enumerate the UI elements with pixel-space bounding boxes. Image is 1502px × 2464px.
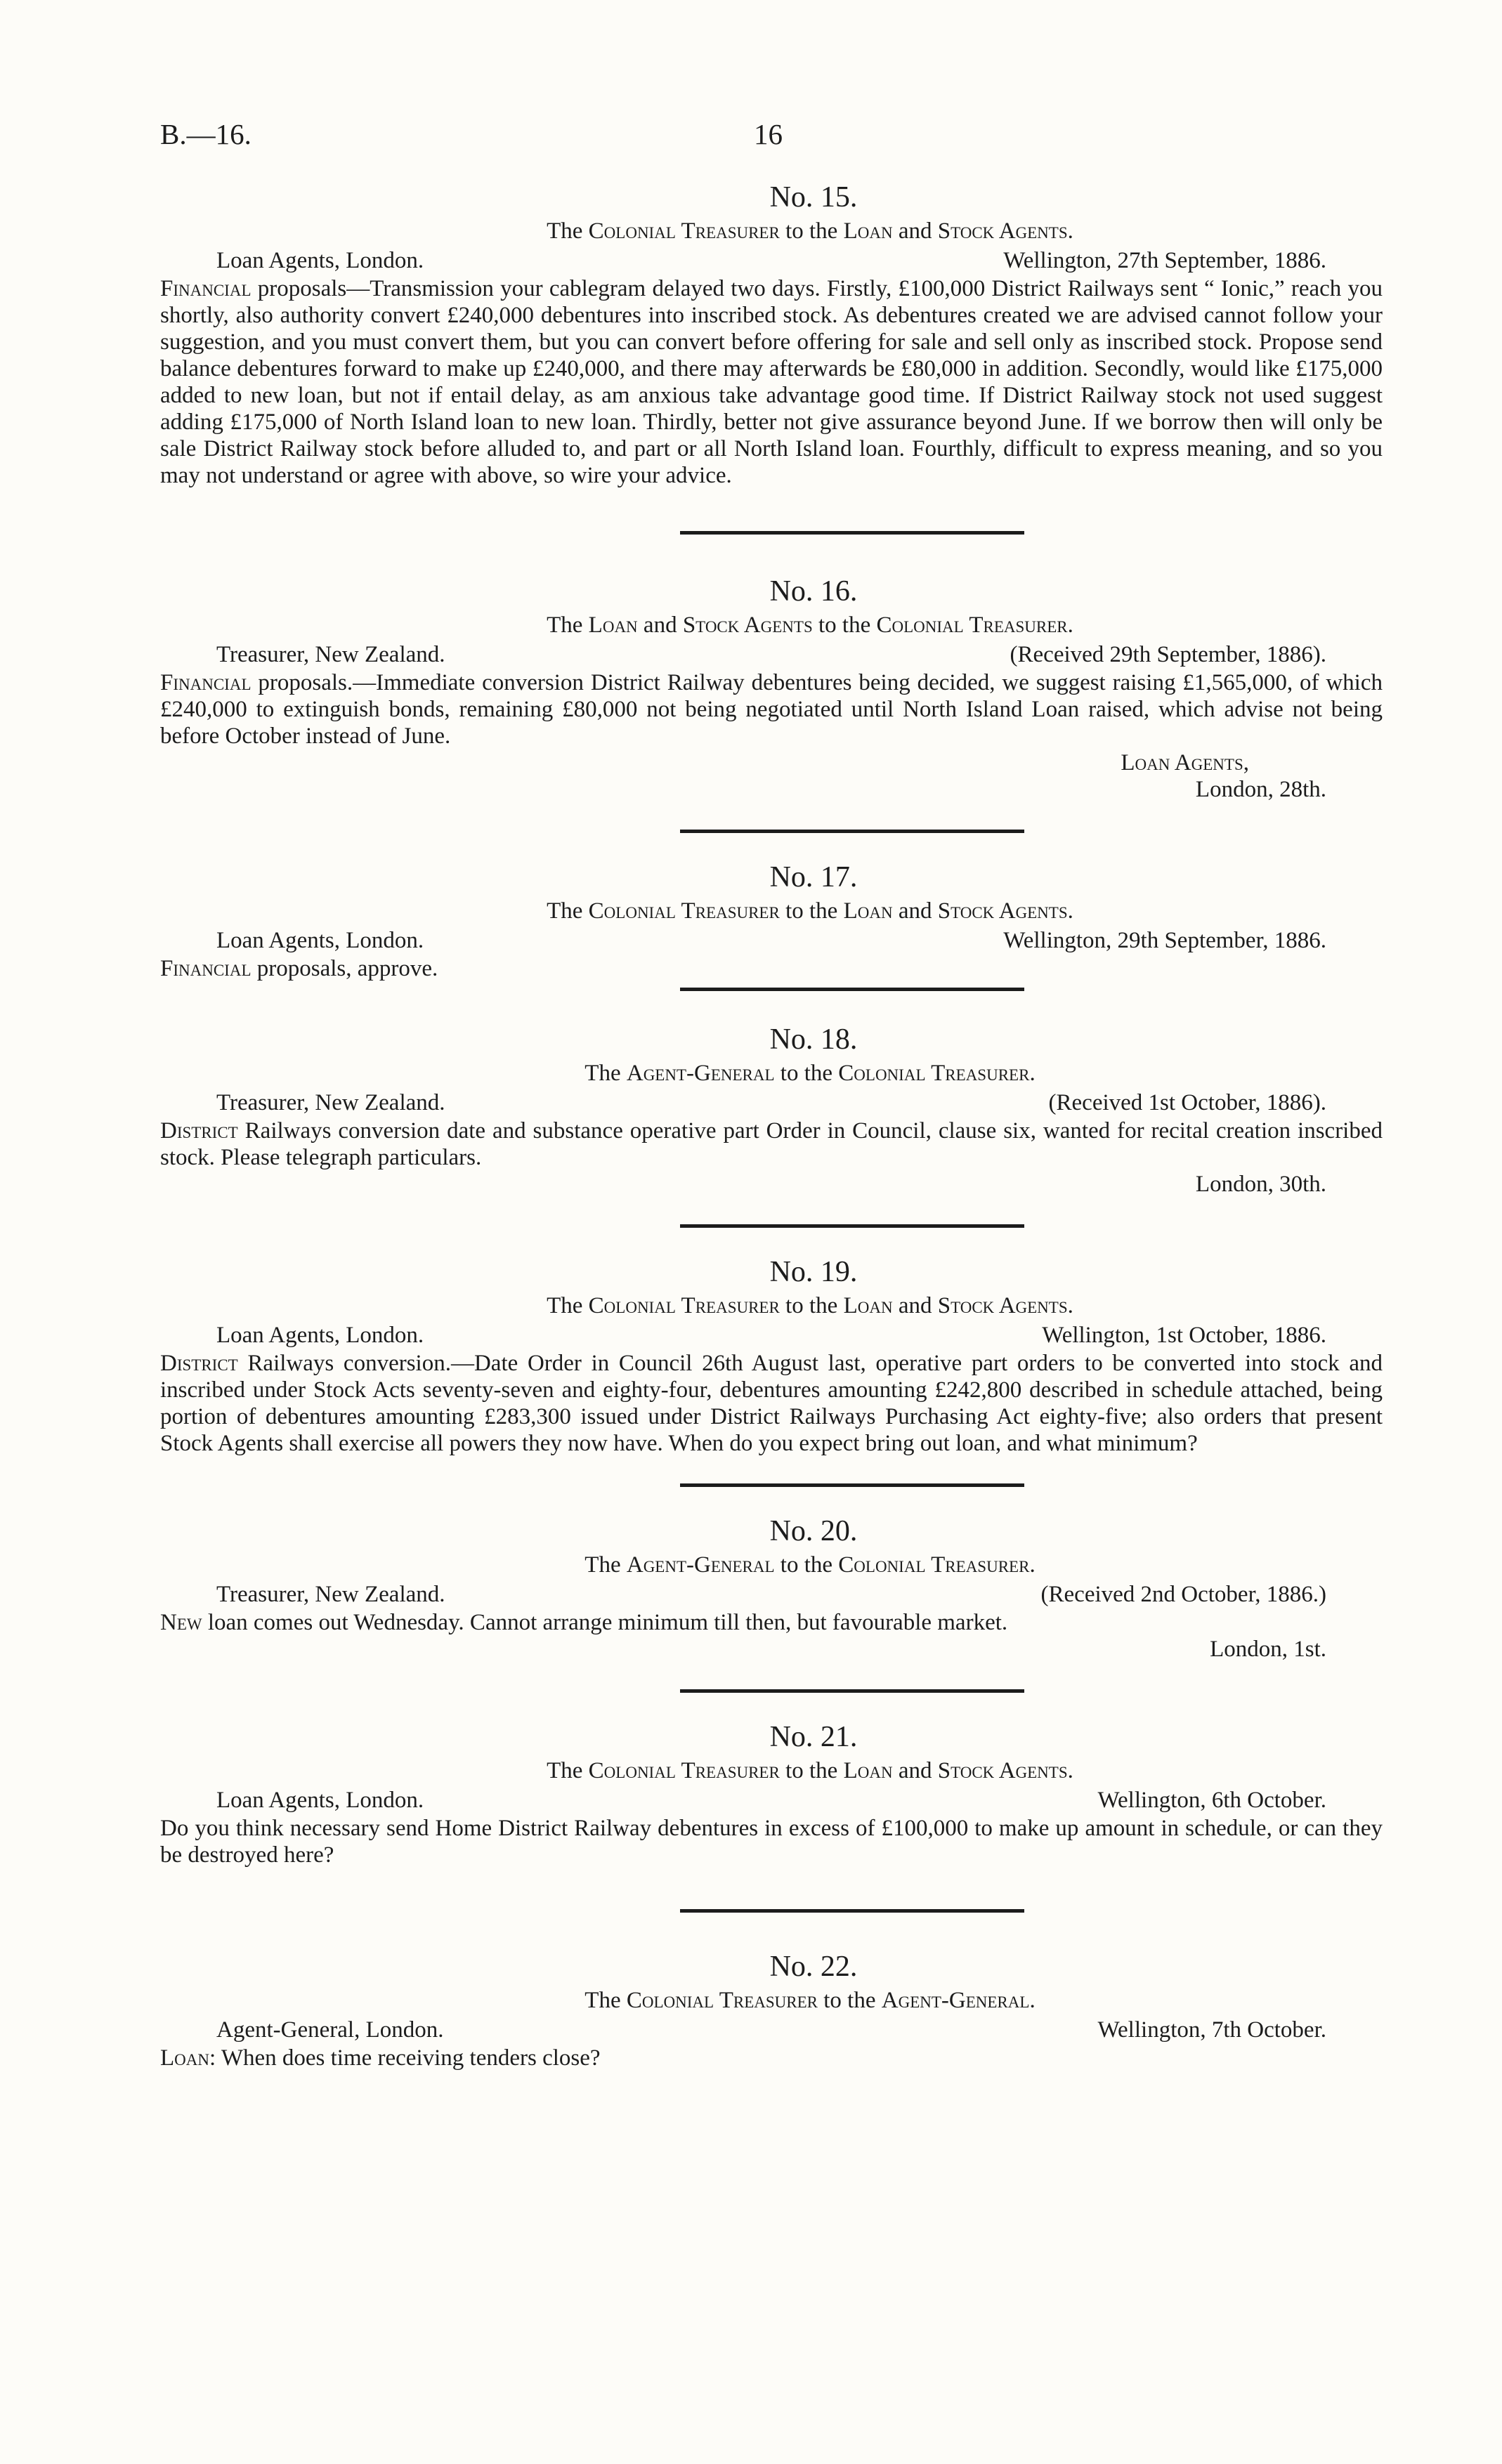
- message-body: New loan comes out Wednesday. Cannot arrange minimum till then, but favourable market.: [160, 1610, 1008, 1635]
- message-body: District Railways conversion.—Date Order in Council 26th August last, operative part orders to be converted into stock and inscribed under Stock Acts seventy-seven and eighty-four, debentures amounting £242,800 described in schedule attached, being portion of debentures amounting £283,300 issued under District Railways Purchasing Act eighty-five; also orders that present Stock Agents shall exercise all powers they now have. When do you expect bring out loan, and what minimum?: [160, 1351, 1383, 1456]
- separator-rule: [680, 1689, 1024, 1693]
- document-19: [160, 1254, 1383, 1457]
- document-title: The Colonial Treasurer to the Loan and Stock Agents.: [547, 898, 1073, 924]
- document-number: No. 18.: [769, 1023, 858, 1056]
- dateline: Wellington, 7th October.: [1097, 2017, 1326, 2043]
- addressee: Treasurer, New Zealand.: [216, 1090, 445, 1115]
- document-15: [160, 180, 1383, 489]
- signature-place: London, 30th.: [1195, 1172, 1326, 1197]
- document-reference: B.—16.: [160, 118, 252, 150]
- document-number: No. 17.: [769, 861, 858, 893]
- message-body: Financial proposals.—Immediate conversion District Railway debentures being decided, we suggest raising £1,565,000, of which £240,000 to extinguish bonds, remaining £80,000 not being negotiated until North Island Loan raised, which advise not being before October instead of June.: [160, 670, 1383, 749]
- addressee: Agent-General, London.: [216, 2017, 444, 2043]
- address-line: [160, 641, 1383, 669]
- document-18: [160, 1022, 1383, 1198]
- addressee: Loan Agents, London.: [216, 1788, 424, 1813]
- separator-rule: [680, 830, 1024, 833]
- page-header: [160, 118, 1383, 156]
- document-16: [160, 574, 1383, 803]
- page-number: 16: [754, 118, 783, 150]
- document-number: No. 15.: [769, 181, 858, 214]
- document-number: No. 16.: [769, 575, 858, 608]
- separator-rule: [680, 988, 1024, 991]
- message-body: Loan: When does time receiving tenders close?: [160, 2045, 601, 2071]
- separator-rule: [680, 1909, 1024, 1913]
- dateline: Wellington, 27th September, 1886.: [1003, 248, 1326, 273]
- document-21: [160, 1719, 1383, 1868]
- address-line: [160, 247, 1383, 275]
- dateline: Wellington, 1st October, 1886.: [1042, 1323, 1326, 1348]
- document-title: The Colonial Treasurer to the Loan and Stock Agents.: [547, 218, 1073, 244]
- message-body: Financial proposals—Transmission your cablegram delayed two days. Firstly, £100,000 District Railways sent “ Ionic,” reach you shortly, also authority convert £240,000 debentures into inscribed stock. As debentures created we are advised cannot follow your suggestion, and you must convert them, but you can convert before offering for sale and sell only as inscribed stock. Propose send balance debentures forward to make up £240,000, and there may afterwards be £80,000 in addition. Secondly, would like £175,000 added to new loan, but not if entail delay, as am anxious take advantage good time. If District Railway stock not used suggest adding £175,000 of North Island loan to new loan. Thirdly, better not give assurance beyond June. If we borrow then will only be sale District Railway stock before alluded to, and part or all North Island loan. Fourthly, difficult to express meaning, and so you may not understand or agree with above, so wire your advice.: [160, 276, 1383, 488]
- addressee: Treasurer, New Zealand.: [216, 1582, 445, 1607]
- message-body: District Railways conversion date and substance operative part Order in Council, clause six, wanted for recital creation inscribed stock. Please telegraph particulars.: [160, 1118, 1383, 1170]
- addressee: Treasurer, New Zealand.: [216, 642, 445, 667]
- document-number: No. 21.: [769, 1721, 858, 1753]
- document-number: No. 22.: [769, 1951, 858, 1983]
- document-17: [160, 860, 1383, 982]
- document-title: The Agent-General to the Colonial Treasurer.: [585, 1061, 1036, 1086]
- addressee: Loan Agents, London.: [216, 928, 424, 953]
- message-body: Do you think necessary send Home District Railway debentures in excess of £100,000 to make up amount in schedule, or can they be destroyed here?: [160, 1816, 1383, 1868]
- dateline: (Received 1st October, 1886).: [1048, 1090, 1326, 1115]
- separator-rule: [680, 1483, 1024, 1487]
- dateline: (Received 29th September, 1886).: [1010, 642, 1326, 667]
- dateline: Wellington, 6th October.: [1097, 1788, 1326, 1813]
- document-title: The Agent-General to the Colonial Treasurer.: [585, 1552, 1036, 1578]
- document-title: The Loan and Stock Agents to the Colonial Treasurer.: [547, 612, 1073, 638]
- document-title: The Colonial Treasurer to the Loan and Stock Agents.: [547, 1758, 1073, 1783]
- document-title: The Colonial Treasurer to the Loan and Stock Agents.: [547, 1293, 1073, 1318]
- document-20: [160, 1514, 1383, 1663]
- message-body: Financial proposals, approve.: [160, 956, 438, 981]
- document-number: No. 20.: [769, 1515, 858, 1547]
- page-content: [160, 180, 1383, 2071]
- address-line: [160, 1322, 1383, 1350]
- separator-rule: [680, 1224, 1024, 1228]
- dateline: (Received 2nd October, 1886.): [1040, 1582, 1326, 1607]
- separator-rule: [680, 531, 1024, 535]
- signature-place: London, 1st.: [1210, 1637, 1326, 1662]
- document-22: [160, 1949, 1383, 2071]
- address-line: [160, 1089, 1383, 1118]
- dateline: Wellington, 29th September, 1886.: [1003, 928, 1326, 953]
- document-number: No. 19.: [769, 1256, 858, 1288]
- addressee: Loan Agents, London.: [216, 1323, 424, 1348]
- addressee: Loan Agents, London.: [216, 248, 424, 273]
- document-title: The Colonial Treasurer to the Agent-General.: [585, 1988, 1036, 2013]
- address-line: [160, 1581, 1383, 1609]
- address-line: [160, 1787, 1383, 1815]
- signature-place: London, 28th.: [1195, 777, 1326, 802]
- address-line: [160, 2017, 1383, 2045]
- signature: Loan Agents,: [1121, 750, 1249, 775]
- address-line: [160, 927, 1383, 955]
